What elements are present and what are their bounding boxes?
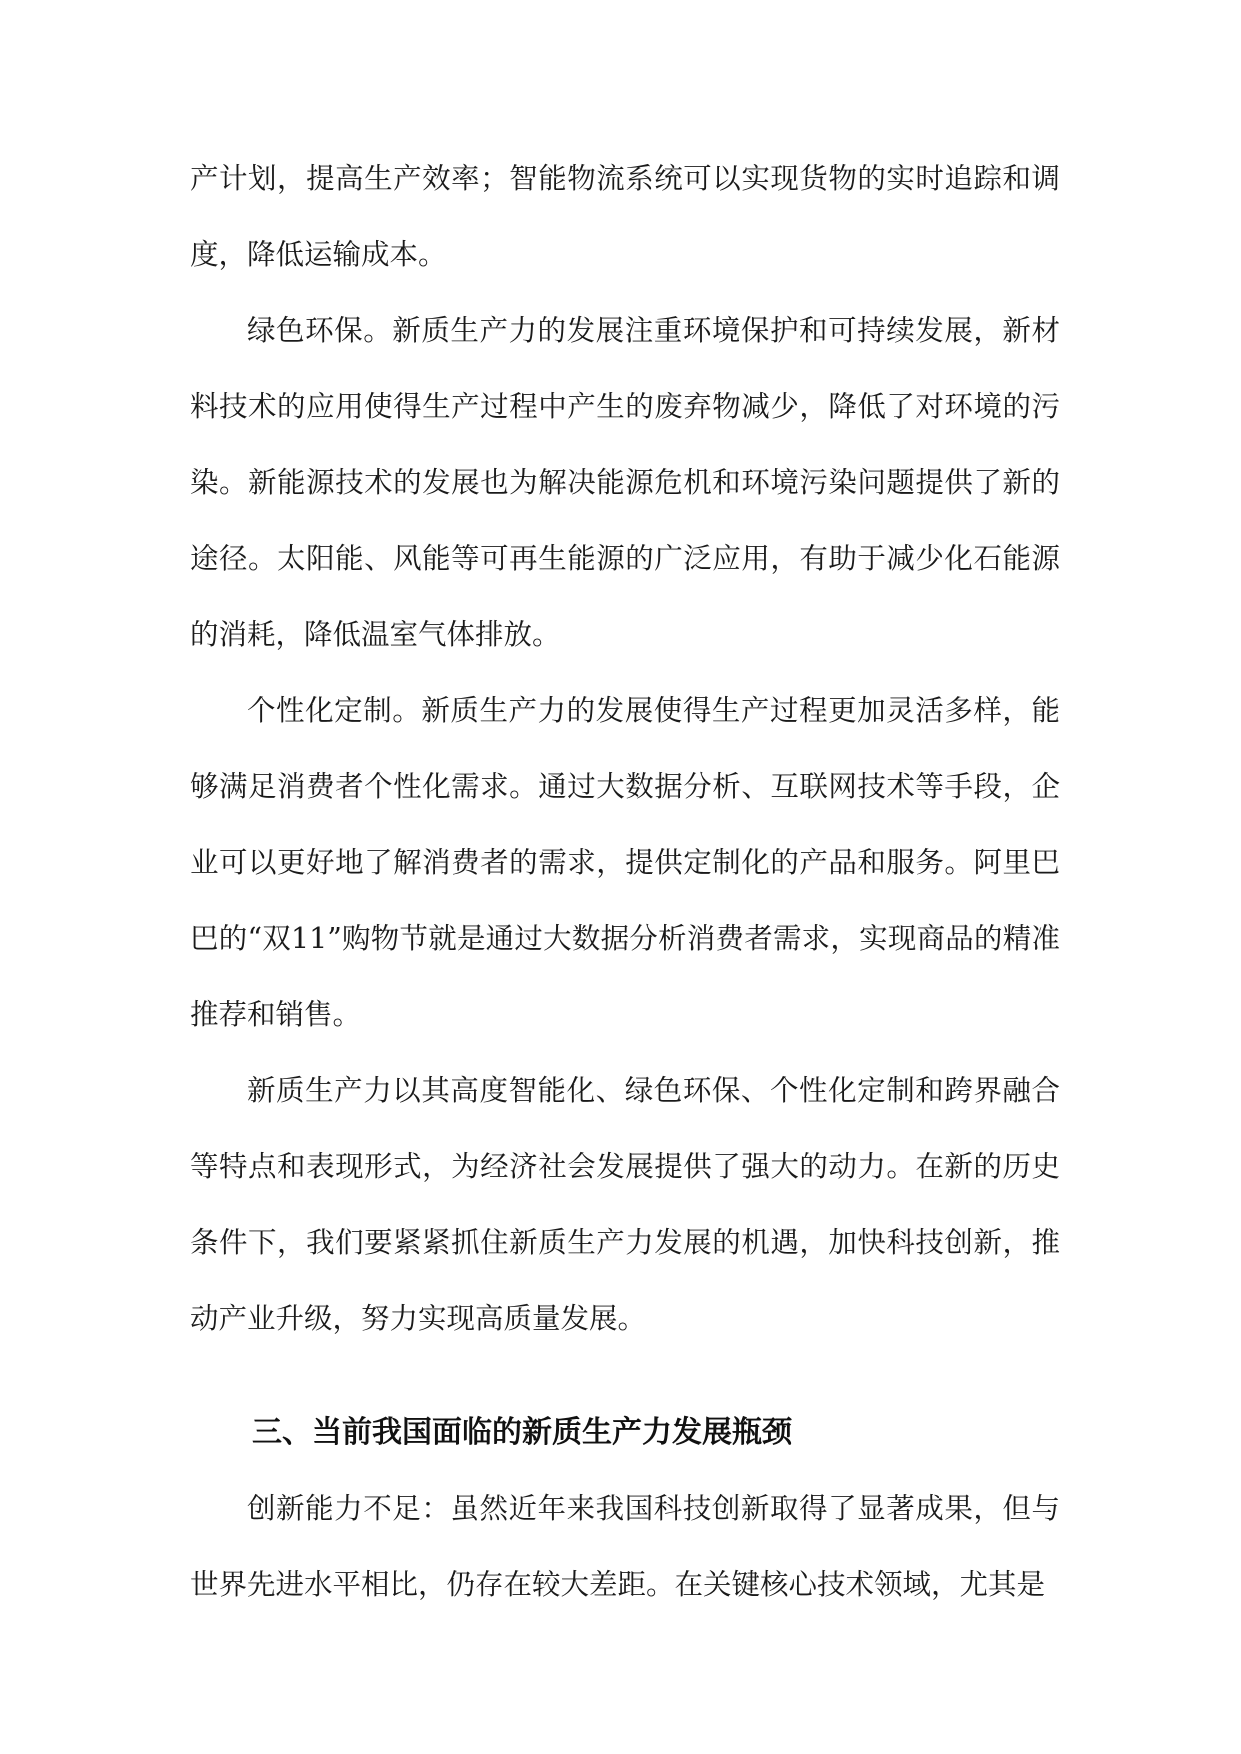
document-body	[190, 141, 1060, 1623]
section-heading: 三、当前我国面临的新质生产力发展瓶颈	[252, 1415, 792, 1450]
paragraph-summary: 新质生产力以其高度智能化、绿色环保、个性化定制和跨界融合等特点和表现形式，为经济社会发展提供了强大的动力。在新的历史条件下，我们要紧紧抓住新质生产力发展的机遇，加快科技创新，推动产业升级，努力实现高质量发展。	[190, 1074, 1060, 1335]
paragraph-personalized-customization: 个性化定制。新质生产力的发展使得生产过程更加灵活多样，能够满足消费者个性化需求。通过大数据分析、互联网技术等手段，企业可以更好地了解消费者的需求，提供定制化的产品和服务。阿里巴巴的“双11”购物节就是通过大数据分析消费者需求，实现商品的精准推荐和销售。	[190, 694, 1060, 1031]
paragraph-innovation-capability: 创新能力不足：虽然近年来我国科技创新取得了显著成果，但与世界先进水平相比，仍存在较大差距。在关键核心技术领域，尤其是	[190, 1492, 1060, 1601]
paragraph-green-environment: 绿色环保。新质生产力的发展注重环境保护和可持续发展，新材料技术的应用使得生产过程中产生的废弃物减少，降低了对环境的污染。新能源技术的发展也为解决能源危机和环境污染问题提供了新的途径。太阳能、风能等可再生能源的广泛应用，有助于减少化石能源的消耗，降低温室气体排放。	[190, 314, 1060, 651]
paragraph-continuation: 产计划，提高生产效率；智能物流系统可以实现货物的实时追踪和调度，降低运输成本。	[190, 162, 1060, 271]
